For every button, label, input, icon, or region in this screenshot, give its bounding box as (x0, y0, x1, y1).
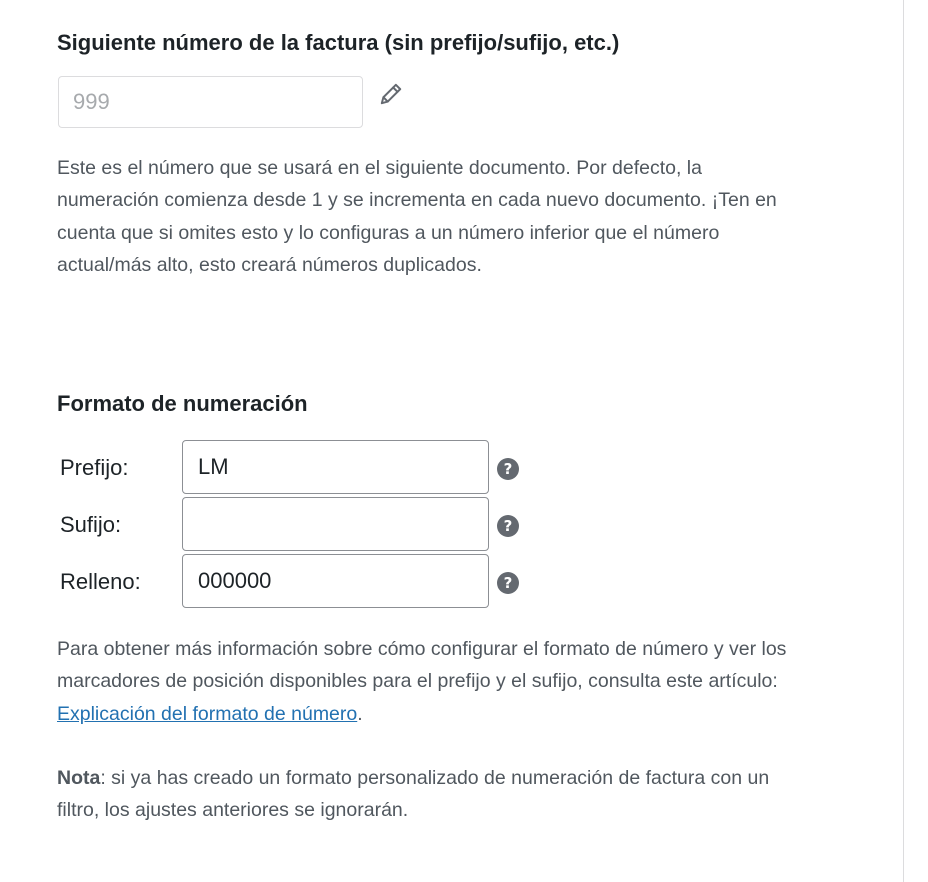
format-help-sentence: Para obtener más información sobre cómo configurar el formato de número y ver los marcadores de posición disponibles para el prefijo y el sufijo, consulta este artículo: (57, 638, 787, 693)
prefix-label: Prefijo: (60, 455, 129, 480)
padding-help-icon[interactable]: ? (497, 572, 519, 594)
next-number-heading: Siguiente número de la factura (sin prefijo/sufijo, etc.) (57, 30, 620, 55)
format-heading: Formato de numeración (57, 391, 308, 416)
next-number-input[interactable] (58, 76, 363, 128)
note-label: Nota (57, 767, 101, 789)
next-number-description: Este es el número que se usará en el siguiente documento. Por defecto, la numeración comienza desde 1 y se incrementa en cada nuevo documento. ¡Ten en cuenta que si omites esto y lo configuras a un número inferior que el número actual/más alto, esto creará números duplicados. (57, 157, 777, 277)
suffix-label: Sufijo: (60, 512, 122, 537)
right-divider (903, 0, 904, 882)
number-format-article-link[interactable]: Explicación del formato de número (57, 702, 358, 725)
format-help-end: . (357, 702, 363, 725)
suffix-help-icon[interactable]: ? (497, 515, 519, 537)
note-body: : si ya has creado un formato personalizado de numeración de factura con un filtro, los ajustes anteriores se ignorarán. (57, 767, 770, 822)
padding-label: Relleno: (60, 569, 141, 594)
format-help-text (57, 633, 797, 730)
prefix-input[interactable] (182, 440, 489, 494)
note-text (57, 762, 797, 827)
prefix-help-icon[interactable]: ? (497, 458, 519, 480)
suffix-input[interactable] (182, 497, 489, 551)
pencil-icon[interactable] (378, 81, 404, 107)
padding-input[interactable] (182, 554, 489, 608)
